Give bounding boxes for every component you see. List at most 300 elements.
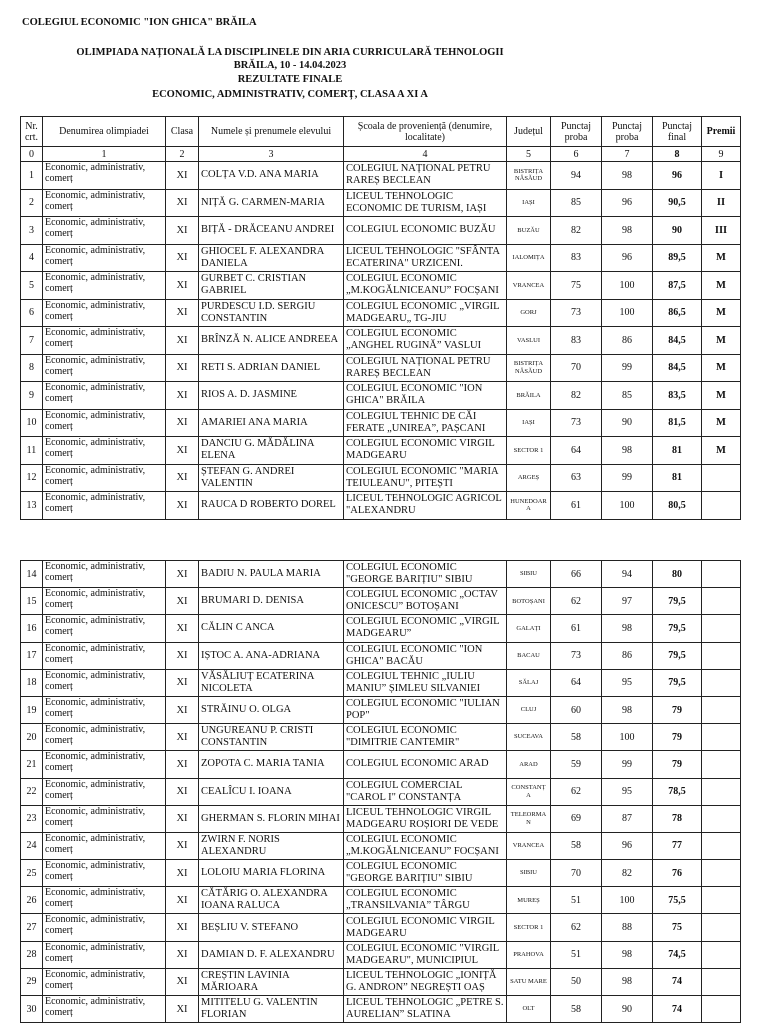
olympiad-cell: Economic, administrativ, comerț [43,244,166,272]
final-score-cell: 77 [653,832,702,859]
county-cell: SATU MARE [507,968,551,995]
student-name-cell: DAMIAN D. F. ALEXANDRU [199,941,344,968]
table-row [21,941,741,968]
class-cell: XI [166,464,199,492]
school-cell: LICEUL TEHNOLOGIC "SFÂNTA ECATERINA" URZICENI. [344,244,507,272]
class-cell: XI [166,778,199,805]
class-cell: XI [166,327,199,355]
row-number: 20 [21,724,43,751]
school-cell: COLEGIUL ECONOMIC „TRANSILVANIA” TÂRGU [344,887,507,914]
county-cell: HUNEDOAR A [507,492,551,520]
prize-cell [702,464,741,492]
table-row [21,437,741,465]
prize-cell: III [702,217,741,245]
final-score-cell: 78,5 [653,778,702,805]
location-date: BRĂILA, 10 - 14.04.2023 [233,60,347,71]
row-number: 14 [21,561,43,588]
final-score-cell: 75,5 [653,887,702,914]
prize-cell [702,968,741,995]
prize-cell [702,588,741,615]
score-2-cell: 98 [602,217,653,245]
row-number: 16 [21,615,43,642]
row-number: 11 [21,437,43,465]
table-row [21,832,741,859]
student-name-cell: MITITELU G. VALENTIN FLORIAN [199,996,344,1023]
county-cell: SIBIU [507,860,551,887]
score-1-cell: 64 [551,669,602,696]
olympiad-cell: Economic, administrativ, comerț [43,409,166,437]
score-1-cell: 82 [551,382,602,410]
school-cell: LICEUL TEHNOLOGIC VIRGIL MADGEARU ROȘIORI DE VEDE [344,805,507,832]
table-row [21,778,741,805]
table-row [21,217,741,245]
student-name-cell: PURDESCU I.D. SERGIU CONSTANTIN [199,299,344,327]
county-cell: BRĂILA [507,382,551,410]
score-2-cell: 90 [602,996,653,1023]
olympiad-cell: Economic, administrativ, comerț [43,968,166,995]
final-score-cell: 87,5 [653,272,702,300]
olympiad-cell: Economic, administrativ, comerț [43,272,166,300]
final-score-cell: 81 [653,437,702,465]
prize-cell [702,561,741,588]
header-olympiad: Denumirea olimpiadei [43,117,166,147]
school-cell: COLEGIUL ECONOMIC "ION GHICA" BACĂU [344,642,507,669]
student-name-cell: CĂTĂRIG O. ALEXANDRA IOANA RALUCA [199,887,344,914]
index-cell: 1 [43,147,166,162]
final-score-cell: 79,5 [653,669,702,696]
row-number: 15 [21,588,43,615]
school-cell: COLEGIUL TEHNIC „IULIU MANIU” ȘIMLEU SILVANIEI [344,669,507,696]
student-name-cell: BADIU N. PAULA MARIA [199,561,344,588]
row-number: 6 [21,299,43,327]
header-score-1: Punctaj proba [551,117,602,147]
row-number: 26 [21,887,43,914]
student-name-cell: UNGUREANU P. CRISTI CONSTANTIN [199,724,344,751]
score-1-cell: 62 [551,914,602,941]
county-cell: VRANCEA [507,832,551,859]
student-name-cell: BRUMARI D. DENISA [199,588,344,615]
student-name-cell: VĂSĂLIUȚ ECATERINA NICOLETA [199,669,344,696]
table-row [21,669,741,696]
table-row [21,615,741,642]
prize-cell: M [702,409,741,437]
county-cell: TELEORMA N [507,805,551,832]
prize-cell: M [702,382,741,410]
table-row [21,492,741,520]
final-score-cell: 76 [653,860,702,887]
score-2-cell: 98 [602,696,653,723]
score-2-cell: 100 [602,299,653,327]
final-score-cell: 79 [653,696,702,723]
prize-cell [702,778,741,805]
class-cell: XI [166,492,199,520]
row-number: 23 [21,805,43,832]
score-2-cell: 98 [602,162,653,190]
class-cell: XI [166,724,199,751]
score-1-cell: 73 [551,409,602,437]
table-row [21,244,741,272]
score-1-cell: 60 [551,696,602,723]
prize-cell: II [702,189,741,217]
table-row [21,189,741,217]
class-cell: XI [166,354,199,382]
olympiad-cell: Economic, administrativ, comerț [43,860,166,887]
final-score-cell: 86,5 [653,299,702,327]
county-cell: BISTRIȚA NĂSĂUD [507,354,551,382]
student-name-cell: DANCIU G. MĂDĂLINA ELENA [199,437,344,465]
student-name-cell: CĂLIN C ANCA [199,615,344,642]
results-title: REZULTATE FINALE [237,74,343,85]
olympiad-cell: Economic, administrativ, comerț [43,464,166,492]
score-2-cell: 98 [602,615,653,642]
final-score-cell: 79 [653,724,702,751]
row-number: 10 [21,409,43,437]
table-header-row [21,117,741,147]
score-2-cell: 96 [602,244,653,272]
school-cell: COLEGIUL COMERCIAL "CAROL I" CONSTANȚA [344,778,507,805]
class-cell: XI [166,805,199,832]
prize-cell: I [702,162,741,190]
table-row [21,805,741,832]
score-1-cell: 70 [551,354,602,382]
class-cell: XI [166,642,199,669]
olympiad-cell: Economic, administrativ, comerț [43,914,166,941]
row-number: 3 [21,217,43,245]
score-1-cell: 73 [551,299,602,327]
score-2-cell: 95 [602,669,653,696]
olympiad-cell: Economic, administrativ, comerț [43,217,166,245]
school-cell: COLEGIUL ECONOMIC VIRGIL MADGEARU [344,914,507,941]
prize-cell: M [702,437,741,465]
row-number: 12 [21,464,43,492]
olympiad-cell: Economic, administrativ, comerț [43,642,166,669]
olympiad-cell: Economic, administrativ, comerț [43,354,166,382]
olympiad-cell: Economic, administrativ, comerț [43,751,166,778]
index-cell: 6 [551,147,602,162]
score-2-cell: 86 [602,642,653,669]
county-cell: VRANCEA [507,272,551,300]
score-2-cell: 95 [602,778,653,805]
county-cell: IAȘI [507,189,551,217]
prize-cell [702,832,741,859]
class-cell: XI [166,696,199,723]
student-name-cell: ZWIRN F. NORIS ALEXANDRU [199,832,344,859]
prize-cell [702,615,741,642]
student-name-cell: ȘTEFAN G. ANDREI VALENTIN [199,464,344,492]
row-number: 18 [21,669,43,696]
school-cell: LICEUL TEHNOLOGIC ECONOMIC DE TURISM, IAȘI [344,189,507,217]
class-cell: XI [166,588,199,615]
table-row [21,354,741,382]
student-name-cell: CREȘTIN LAVINIA MĂRIOARA [199,968,344,995]
results-table-page2 [20,560,741,1023]
olympiad-cell: Economic, administrativ, comerț [43,887,166,914]
prize-cell: M [702,272,741,300]
olympiad-title: OLIMPIADA NAȚIONALĂ LA DISCIPLINELE DIN ARIA CURRICULARĂ TEHNOLOGII [76,47,504,58]
class-cell: XI [166,217,199,245]
class-cell: XI [166,887,199,914]
row-number: 1 [21,162,43,190]
class-cell: XI [166,968,199,995]
class-cell: XI [166,914,199,941]
table-row [21,299,741,327]
prize-cell [702,996,741,1023]
table-row [21,887,741,914]
score-1-cell: 66 [551,561,602,588]
table-row [21,272,741,300]
county-cell: BUZĂU [507,217,551,245]
index-cell: 7 [602,147,653,162]
final-score-cell: 81 [653,464,702,492]
index-cell: 0 [21,147,43,162]
score-1-cell: 50 [551,968,602,995]
score-1-cell: 51 [551,941,602,968]
prize-cell [702,642,741,669]
class-cell: XI [166,941,199,968]
student-name-cell: CEALÎCU I. IOANA [199,778,344,805]
score-1-cell: 69 [551,805,602,832]
header-school: Școala de proveniență (denumire, localitate) [344,117,507,147]
row-number: 27 [21,914,43,941]
county-cell: BOTOȘANI [507,588,551,615]
row-number: 24 [21,832,43,859]
student-name-cell: RETI S. ADRIAN DANIEL [199,354,344,382]
school-cell: COLEGIUL ECONOMIC "VIRGIL MADGEARU", MUNICIPIUL [344,941,507,968]
student-name-cell: GHERMAN S. FLORIN MIHAI [199,805,344,832]
score-2-cell: 90 [602,409,653,437]
score-1-cell: 58 [551,832,602,859]
score-1-cell: 85 [551,189,602,217]
class-cell: XI [166,272,199,300]
final-score-cell: 79,5 [653,615,702,642]
school-cell: COLEGIUL ECONOMIC "ION GHICA" BRĂILA [344,382,507,410]
score-2-cell: 98 [602,941,653,968]
school-cell: LICEUL TEHNOLOGIC „PETRE S. AURELIAN” SLATINA [344,996,507,1023]
score-1-cell: 59 [551,751,602,778]
school-cell: COLEGIUL NAȚIONAL PETRU RAREȘ BECLEAN [344,162,507,190]
county-cell: BACAU [507,642,551,669]
school-name: COLEGIUL ECONOMIC "ION GHICA" BRĂILA [22,17,257,28]
olympiad-cell: Economic, administrativ, comerț [43,696,166,723]
class-cell: XI [166,382,199,410]
prize-cell: M [702,354,741,382]
class-cell: XI [166,832,199,859]
row-number: 8 [21,354,43,382]
prize-cell: M [702,244,741,272]
school-cell: COLEGIUL TEHNIC DE CĂI FERATE „UNIREA”, PAȘCANI [344,409,507,437]
county-cell: SECTOR 1 [507,914,551,941]
county-cell: BISTRIȚA NĂSĂUD [507,162,551,190]
score-2-cell: 94 [602,561,653,588]
final-score-cell: 74 [653,996,702,1023]
final-score-cell: 75 [653,914,702,941]
student-name-cell: GURBET C. CRISTIAN GABRIEL [199,272,344,300]
olympiad-cell: Economic, administrativ, comerț [43,588,166,615]
row-number: 4 [21,244,43,272]
school-cell: COLEGIUL ECONOMIC "GEORGE BARIȚIU" SIBIU [344,860,507,887]
county-cell: PRAHOVA [507,941,551,968]
final-score-cell: 84,5 [653,354,702,382]
county-cell: SĂLAJ [507,669,551,696]
school-cell: COLEGIUL ECONOMIC „M.KOGĂLNICEANU” FOCȘANI [344,832,507,859]
student-name-cell: ZOPOTA C. MARIA TANIA [199,751,344,778]
class-cell: XI [166,189,199,217]
prize-cell: M [702,299,741,327]
row-number: 25 [21,860,43,887]
class-cell: XI [166,299,199,327]
row-number: 29 [21,968,43,995]
county-cell: CLUJ [507,696,551,723]
student-name-cell: IȘTOC A. ANA-ADRIANA [199,642,344,669]
student-name-cell: NIȚĂ G. CARMEN-MARIA [199,189,344,217]
olympiad-cell: Economic, administrativ, comerț [43,615,166,642]
school-cell: COLEGIUL NAȚIONAL PETRU RAREȘ BECLEAN [344,354,507,382]
table-row [21,409,741,437]
county-cell: OLT [507,996,551,1023]
score-1-cell: 70 [551,860,602,887]
header-nr: Nr. crt. [21,117,43,147]
header-prizes: Premii [702,117,741,147]
county-cell: MUREȘ [507,887,551,914]
school-cell: COLEGIUL ECONOMIC VIRGIL MADGEARU [344,437,507,465]
prize-cell [702,724,741,751]
olympiad-cell: Economic, administrativ, comerț [43,996,166,1023]
county-cell: CONSTANȚ A [507,778,551,805]
county-cell: ARAD [507,751,551,778]
table-row [21,996,741,1023]
county-cell: SIBIU [507,561,551,588]
index-cell: 3 [199,147,344,162]
student-name-cell: GHIOCEL F. ALEXANDRA DANIELA [199,244,344,272]
header-student-name: Numele și prenumele elevului [199,117,344,147]
score-2-cell: 96 [602,189,653,217]
final-score-cell: 80 [653,561,702,588]
final-score-cell: 79,5 [653,588,702,615]
olympiad-cell: Economic, administrativ, comerț [43,492,166,520]
row-number: 28 [21,941,43,968]
score-1-cell: 51 [551,887,602,914]
score-2-cell: 85 [602,382,653,410]
score-1-cell: 62 [551,588,602,615]
final-score-cell: 80,5 [653,492,702,520]
table-row [21,696,741,723]
county-cell: IAȘI [507,409,551,437]
school-cell: COLEGIUL ECONOMIC "GEORGE BARIȚIU" SIBIU [344,561,507,588]
student-name-cell: RIOS A. D. JASMINE [199,382,344,410]
class-cell: XI [166,996,199,1023]
table-row [21,968,741,995]
score-1-cell: 73 [551,642,602,669]
final-score-cell: 90,5 [653,189,702,217]
olympiad-cell: Economic, administrativ, comerț [43,561,166,588]
class-cell: XI [166,437,199,465]
olympiad-cell: Economic, administrativ, comerț [43,162,166,190]
final-score-cell: 78 [653,805,702,832]
county-cell: GORJ [507,299,551,327]
olympiad-cell: Economic, administrativ, comerț [43,299,166,327]
class-cell: XI [166,409,199,437]
table-row [21,724,741,751]
header-score-2: Punctaj proba [602,117,653,147]
index-cell: 9 [702,147,741,162]
table-row [21,642,741,669]
index-cell: 8 [653,147,702,162]
school-cell: COLEGIUL ECONOMIC „OCTAV ONICESCU” BOTOȘANI [344,588,507,615]
final-score-cell: 83,5 [653,382,702,410]
score-1-cell: 61 [551,615,602,642]
row-number: 9 [21,382,43,410]
index-cell: 5 [507,147,551,162]
table-row [21,162,741,190]
prize-cell [702,669,741,696]
prize-cell [702,860,741,887]
olympiad-cell: Economic, administrativ, comerț [43,327,166,355]
score-1-cell: 75 [551,272,602,300]
olympiad-cell: Economic, administrativ, comerț [43,189,166,217]
student-name-cell: AMARIEI ANA MARIA [199,409,344,437]
olympiad-cell: Economic, administrativ, comerț [43,778,166,805]
index-cell: 2 [166,147,199,162]
class-cell: XI [166,669,199,696]
score-1-cell: 94 [551,162,602,190]
school-cell: COLEGIUL ECONOMIC ARAD [344,751,507,778]
student-name-cell: STRĂINU O. OLGA [199,696,344,723]
student-name-cell: BRÎNZĂ N. ALICE ANDREEA [199,327,344,355]
class-cell: XI [166,244,199,272]
row-number: 22 [21,778,43,805]
final-score-cell: 96 [653,162,702,190]
score-2-cell: 82 [602,860,653,887]
row-number: 21 [21,751,43,778]
student-name-cell: BIȚĂ - DRĂCEANU ANDREI [199,217,344,245]
table-row [21,914,741,941]
score-2-cell: 99 [602,751,653,778]
school-cell: LICEUL TEHNOLOGIC AGRICOL "ALEXANDRU [344,492,507,520]
header-final-score: Punctaj final [653,117,702,147]
final-score-cell: 79 [653,751,702,778]
school-cell: COLEGIUL ECONOMIC „ANGHEL RUGINĂ” VASLUI [344,327,507,355]
table-row [21,860,741,887]
class-cell: XI [166,162,199,190]
school-cell: LICEUL TEHNOLOGIC „IONIȚĂ G. ANDRON” NEGREȘTI OAȘ [344,968,507,995]
score-2-cell: 99 [602,354,653,382]
row-number: 30 [21,996,43,1023]
score-1-cell: 58 [551,724,602,751]
student-name-cell: BEȘLIU V. STEFANO [199,914,344,941]
final-score-cell: 74 [653,968,702,995]
score-1-cell: 58 [551,996,602,1023]
score-1-cell: 82 [551,217,602,245]
score-2-cell: 97 [602,588,653,615]
olympiad-cell: Economic, administrativ, comerț [43,724,166,751]
score-2-cell: 98 [602,968,653,995]
school-cell: COLEGIUL ECONOMIC "IULIAN POP" [344,696,507,723]
table-row [21,561,741,588]
school-cell: COLEGIUL ECONOMIC "DIMITRIE CANTEMIR" [344,724,507,751]
table-row [21,327,741,355]
score-2-cell: 87 [602,805,653,832]
table-row [21,464,741,492]
school-cell: COLEGIUL ECONOMIC „M.KOGĂLNICEANU” FOCȘANI [344,272,507,300]
score-2-cell: 98 [602,437,653,465]
index-cell: 4 [344,147,507,162]
county-cell: SECTOR 1 [507,437,551,465]
county-cell: GALAȚI [507,615,551,642]
score-1-cell: 83 [551,327,602,355]
olympiad-cell: Economic, administrativ, comerț [43,941,166,968]
school-cell: COLEGIUL ECONOMIC „VIRGIL MADGEARU„ TG-JIU [344,299,507,327]
olympiad-cell: Economic, administrativ, comerț [43,382,166,410]
